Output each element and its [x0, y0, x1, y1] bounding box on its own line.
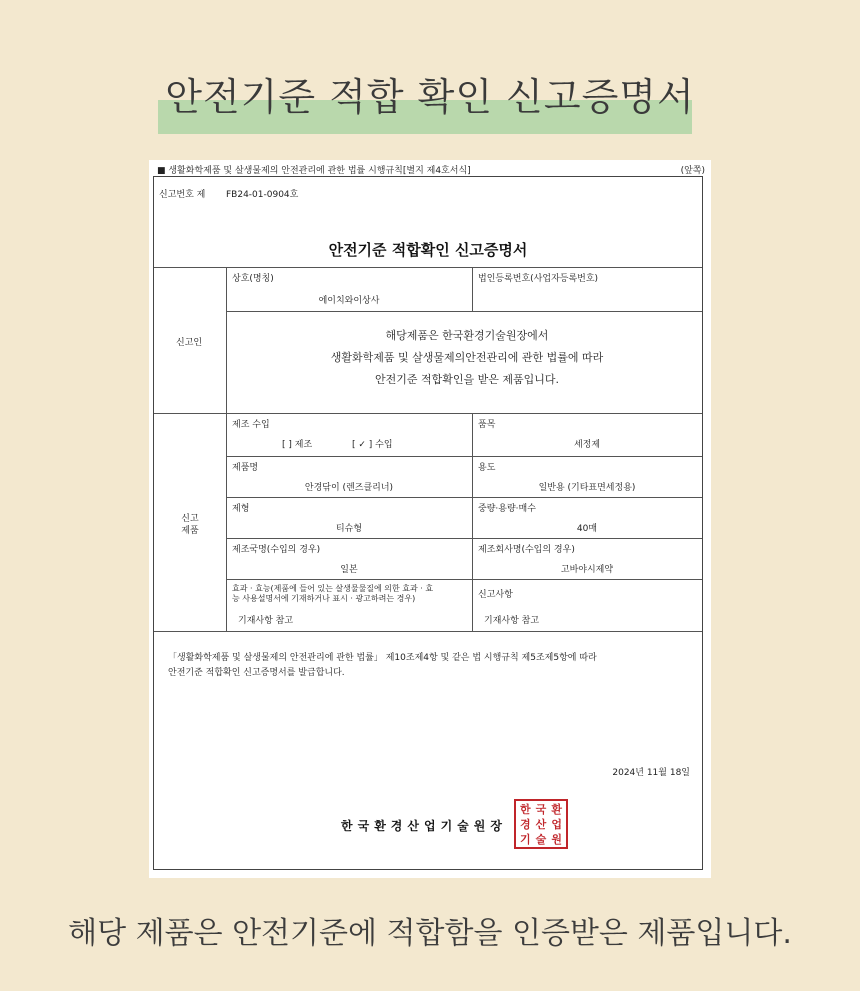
manufacture-import-label: 제조 수입 [232, 420, 270, 430]
trade-name: 에이치와이상사 [318, 296, 380, 306]
maker-value: 고바야시제약 [560, 565, 614, 575]
effect-value: 기재사항 참고 [238, 616, 294, 626]
form-value: 티슈형 [335, 524, 363, 534]
certificate-frame [153, 176, 703, 870]
weight-label: 중량·용량·매수 [478, 504, 536, 514]
rule [226, 311, 702, 312]
effect-label-line-1: 효과 · 효능(제품에 들어 있는 살생물물질에 의한 효과 · 효 [232, 584, 434, 593]
rule [154, 413, 702, 414]
rule [226, 497, 702, 498]
usage-value: 일반용 (기타표면세정용) [538, 483, 636, 493]
issuing-authority: 한국환경산업기술원장 [341, 819, 507, 833]
form-header-left: ■ 생활화학제품 및 살생물제의 안전관리에 관한 법률 시행규칙[별지 제4호서식] [157, 166, 471, 176]
rule [154, 267, 702, 268]
rule [226, 579, 702, 580]
rule [226, 456, 702, 457]
notice-line-3: 안전기준 적합확인을 받은 제품입니다. [374, 373, 559, 386]
form-header [157, 163, 705, 176]
certificate-document [149, 160, 711, 878]
reporter-label: 신고인 [176, 338, 203, 348]
legal-line-2: 안전기준 적합확인 신고증명서를 발급합니다. [168, 668, 345, 678]
country-value: 일본 [340, 565, 358, 575]
product-name-label: 제품명 [232, 463, 259, 473]
import-option: [ ✓ ] 수입 [352, 440, 393, 450]
heading-text: 안전기준 적합 확인 신고증명서 [165, 75, 695, 119]
country-label: 제조국명(수입의 경우) [232, 545, 321, 555]
document-title: 안전기준 적합확인 신고증명서 [328, 241, 528, 259]
form-label: 제형 [232, 504, 250, 514]
usage-label: 용도 [478, 463, 496, 473]
notice-line-2: 생활화학제품 및 살생물제의안전관리에 관한 법률에 따라 [330, 351, 604, 364]
report-items-value: 기재사항 참고 [484, 616, 540, 626]
maker-label: 제조회사명(수입의 경우) [478, 545, 575, 555]
rule [472, 267, 473, 311]
product-name: 안경닦이 (렌즈클리너) [304, 483, 394, 493]
rule [226, 538, 702, 539]
issue-date: 2024년 11월 18일 [612, 768, 690, 778]
product-label: 신고 제품 [181, 514, 199, 536]
rule [154, 631, 702, 632]
form-header-right: (앞쪽) [680, 166, 705, 176]
item-value: 세정제 [573, 440, 601, 450]
corp-no-label: 법인등록번호(사업자등록번호) [478, 274, 599, 284]
weight-value: 40매 [576, 524, 598, 534]
item-label: 품목 [478, 420, 496, 430]
official-seal-icon: 한 국 환 경 산 업 기 술 원 [514, 799, 568, 849]
notice-line-1: 해당제품은 한국환경기술원장에서 [385, 329, 549, 342]
report-no-label: 신고번호 제 [159, 190, 206, 200]
trade-name-label: 상호(명칭) [232, 274, 274, 284]
heading [0, 72, 860, 122]
rule [226, 267, 227, 631]
report-no: FB24-01-0904호 [226, 190, 299, 200]
legal-line-1: 「생활화학제품 및 살생물제의 안전관리에 관한 법률」 제10조제4항 및 같은 법 시행규칙 제5조제5항에 따라 [168, 653, 597, 663]
manufacture-option: [ ] 제조 [282, 440, 313, 450]
report-items-label: 신고사항 [478, 590, 513, 600]
caption: 해당 제품은 안전기준에 적합함을 인증받은 제품입니다. [68, 916, 792, 951]
effect-label-line-2: 능 사용설명서에 기재하거나 표시 · 광고하려는 경우) [232, 594, 416, 603]
